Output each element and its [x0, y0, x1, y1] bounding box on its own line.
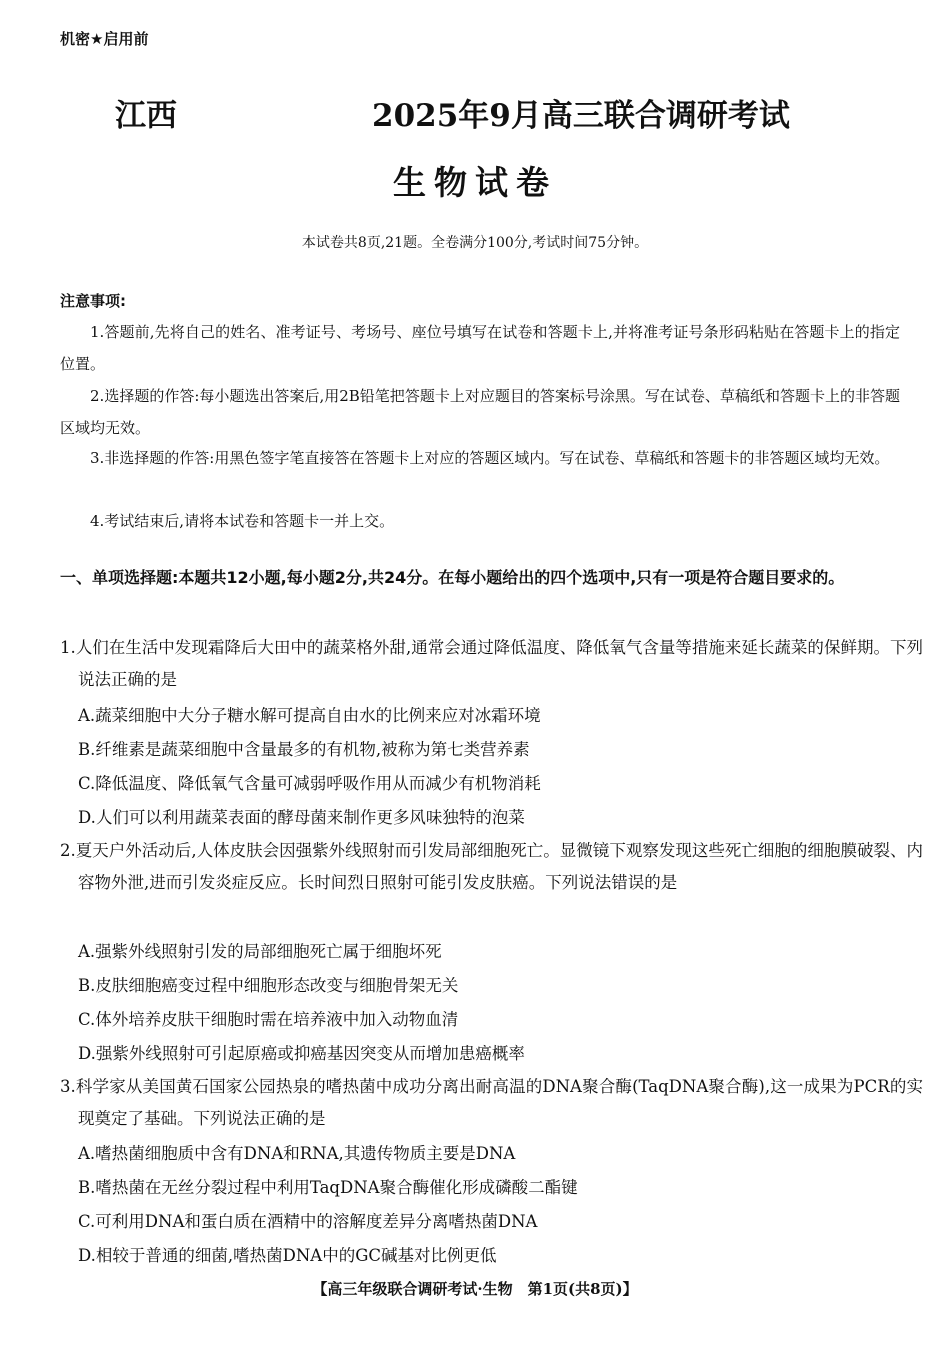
notice-item: 1.答题前,先将自己的姓名、准考证号、考场号、座位号填写在试卷和答题卡上,并将准考证号条形码粘贴在答题卡上的指定位置。 [60, 323, 900, 373]
question-stem: 2.夏天户外活动后,人体皮肤会因强紫外线照射而引发局部细胞死亡。显微镜下观察发现这些死亡细胞的细胞膜破裂、内容物外泄,进而引发炎症反应。长时间烈日照射可能引发皮肤癌。下列说法错误的是 [60, 841, 923, 892]
question-option: C.体外培养皮肤干细胞时需在培养液中加入动物血清 [78, 1010, 459, 1029]
question-option: A.强紫外线照射引发的局部细胞死亡属于细胞坏死 [78, 942, 442, 961]
question-option: A.蔬菜细胞中大分子糖水解可提高自由水的比例来应对冰霜环境 [78, 706, 541, 725]
question-option: D.强紫外线照射可引起原癌或抑癌基因突变从而增加患癌概率 [78, 1044, 525, 1063]
subject-title: 生物试卷 [393, 163, 557, 202]
question-option: C.可利用DNA和蛋白质在酒精中的溶解度差异分离嗜热菌DNA [78, 1212, 538, 1231]
exam-info: 本试卷共8页,21题。全卷满分100分,考试时间75分钟。 [301, 235, 649, 251]
notice-item: 2.选择题的作答:每小题选出答案后,用2B铅笔把答题卡上对应题目的答案标号涂黑。写在试卷、草稿纸和答题卡上的非答题区域均无效。 [60, 387, 900, 437]
question-option: B.嗜热菌在无丝分裂过程中利用TaqDNA聚合酶催化形成磷酸二酯键 [78, 1178, 578, 1197]
question-option: B.皮肤细胞癌变过程中细胞形态改变与细胞骨架无关 [78, 976, 459, 995]
question-option: C.降低温度、降低氧气含量可减弱呼吸作用从而减少有机物消耗 [78, 774, 541, 793]
question-stem: 3.科学家从美国黄石国家公园热泉的嗜热菌中成功分离出耐高温的DNA聚合酶(TaqDNA聚合酶),这一成果为PCR的实现奠定了基础。下列说法正确的是 [60, 1077, 923, 1128]
section-heading: 一、单项选择题:本题共12小题,每小题2分,共24分。在每小题给出的四个选项中,只有一项是符合题目要求的。 [60, 568, 845, 587]
question-option: A.嗜热菌细胞质中含有DNA和RNA,其遗传物质主要是DNA [78, 1144, 516, 1163]
region-label: 江西 [115, 98, 177, 134]
page-footer: 【高三年级联合调研考试·生物 第1页(共8页)】 [312, 1280, 638, 1298]
notice-heading: 注意事项: [60, 292, 126, 310]
question-option: D.相较于普通的细菌,嗜热菌DNA中的GC碱基对比例更低 [78, 1246, 497, 1265]
confidential-label: 机密★启用前 [60, 30, 149, 48]
question-option: B.纤维素是蔬菜细胞中含量最多的有机物,被称为第七类营养素 [78, 740, 530, 759]
notice-item: 3.非选择题的作答:用黑色签字笔直接答在答题卡上对应的答题区域内。写在试卷、草稿纸和答题卡的非答题区域均无效。 [90, 449, 890, 467]
exam-title: 2025年9月高三联合调研考试 [372, 98, 790, 134]
question-stem: 1.人们在生活中发现霜降后大田中的蔬菜格外甜,通常会通过降低温度、降低氧气含量等措施来延长蔬菜的保鲜期。下列说法正确的是 [60, 638, 923, 689]
notice-item: 4.考试结束后,请将本试卷和答题卡一并上交。 [90, 512, 395, 530]
question-option: D.人们可以利用蔬菜表面的酵母菌来制作更多风味独特的泡菜 [78, 808, 525, 827]
